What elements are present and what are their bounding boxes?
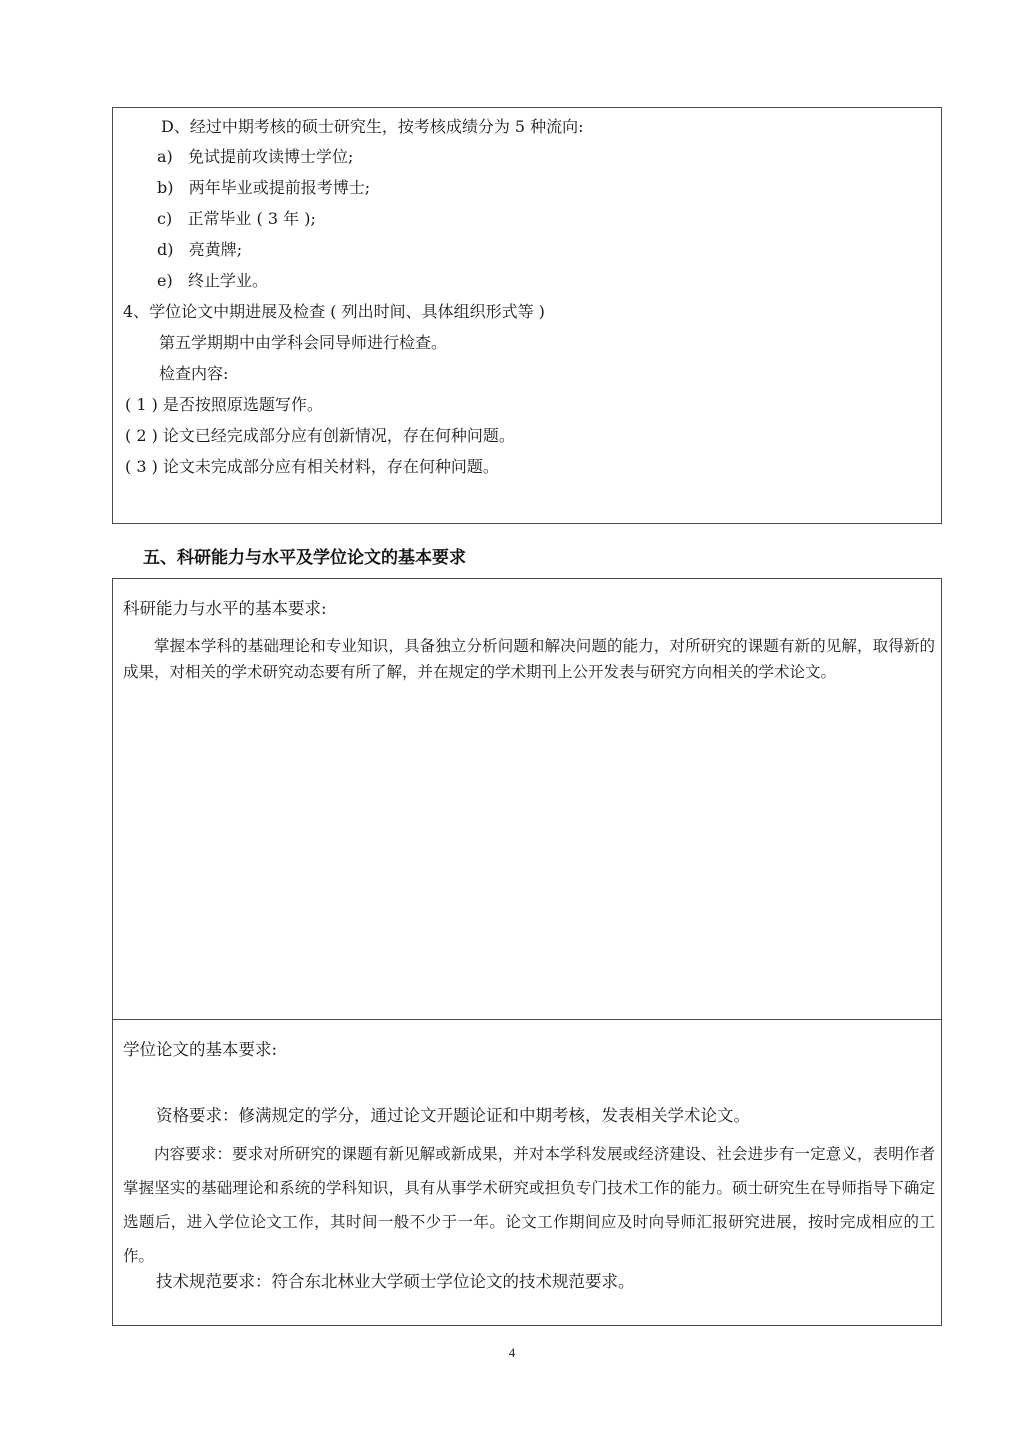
section-title: 五、科研能力与水平及学位论文的基本要求 [143, 548, 466, 568]
option-text: 亮黄牌; [188, 240, 243, 259]
requirements-box [112, 578, 942, 1326]
check-item: ( 2 ) 论文已经完成部分应有创新情况，存在何种问题。 [125, 426, 515, 445]
item4-heading: 4、学位论文中期进展及检查 ( 列出时间、具体组织形式等 ) [123, 302, 545, 321]
check-item: ( 1 ) 是否按照原选题写作。 [125, 395, 323, 414]
flow-option [157, 147, 353, 167]
option-marker: d) [157, 240, 174, 259]
thesis-content: 内容要求：要求对所研究的课题有新见解或新成果，并对本学科发展或经济建设、社会进步有一定意义，表明作者掌握坚实的基础理论和系统的学科知识，具有从事学术研究或担负专门技术工作的能力。硕士研究生在导师指导下确定选题后，进入学位论文工作，其时间一般不少于一年。论文工作期间应及时向导师汇报研究进展，按时完成相应的工作。 [123, 1145, 935, 1265]
option-marker: e) [157, 271, 173, 290]
thesis-qualification: 资格要求：修满规定的学分，通过论文开题论证和中期考核，发表相关学术论文。 [156, 1106, 750, 1125]
page-number: 4 [508, 1345, 516, 1360]
item4-schedule: 第五学期期中由学科会同导师进行检查。 [159, 333, 448, 352]
option-text: 终止学业。 [187, 271, 268, 290]
option-marker: a) [157, 147, 173, 166]
research-body: 掌握本学科的基础理论和专业知识，具备独立分析问题和解决问题的能力，对所研究的课题有新的见解，取得新的成果，对相关的学术研究动态要有所了解，并在规定的学术期刊上公开发表与研究方向相关的学术论文。 [123, 637, 935, 681]
flow-option [157, 240, 242, 260]
option-text: 免试提前攻读博士学位; [188, 147, 354, 166]
option-marker: c) [157, 209, 173, 228]
flow-heading: D、经过中期考核的硕士研究生，按考核成绩分为 5 种流向: [161, 117, 584, 136]
option-marker: b) [157, 178, 174, 197]
option-text: 正常毕业 ( 3 年 ); [187, 209, 316, 228]
thesis-label: 学位论文的基本要求: [123, 1040, 278, 1059]
option-text: 两年毕业或提前报考博士; [188, 178, 371, 197]
check-item: ( 3 ) 论文未完成部分应有相关材料，存在何种问题。 [125, 457, 499, 476]
item4-check-label: 检查内容: [159, 364, 229, 383]
flow-option [157, 209, 316, 229]
research-label: 科研能力与水平的基本要求: [123, 599, 327, 618]
flow-option [157, 271, 268, 291]
assessment-box [112, 107, 942, 524]
thesis-technical: 技术规范要求：符合东北林业大学硕士学位论文的技术规范要求。 [156, 1272, 635, 1291]
flow-option [157, 178, 370, 198]
section-divider [113, 1019, 941, 1020]
